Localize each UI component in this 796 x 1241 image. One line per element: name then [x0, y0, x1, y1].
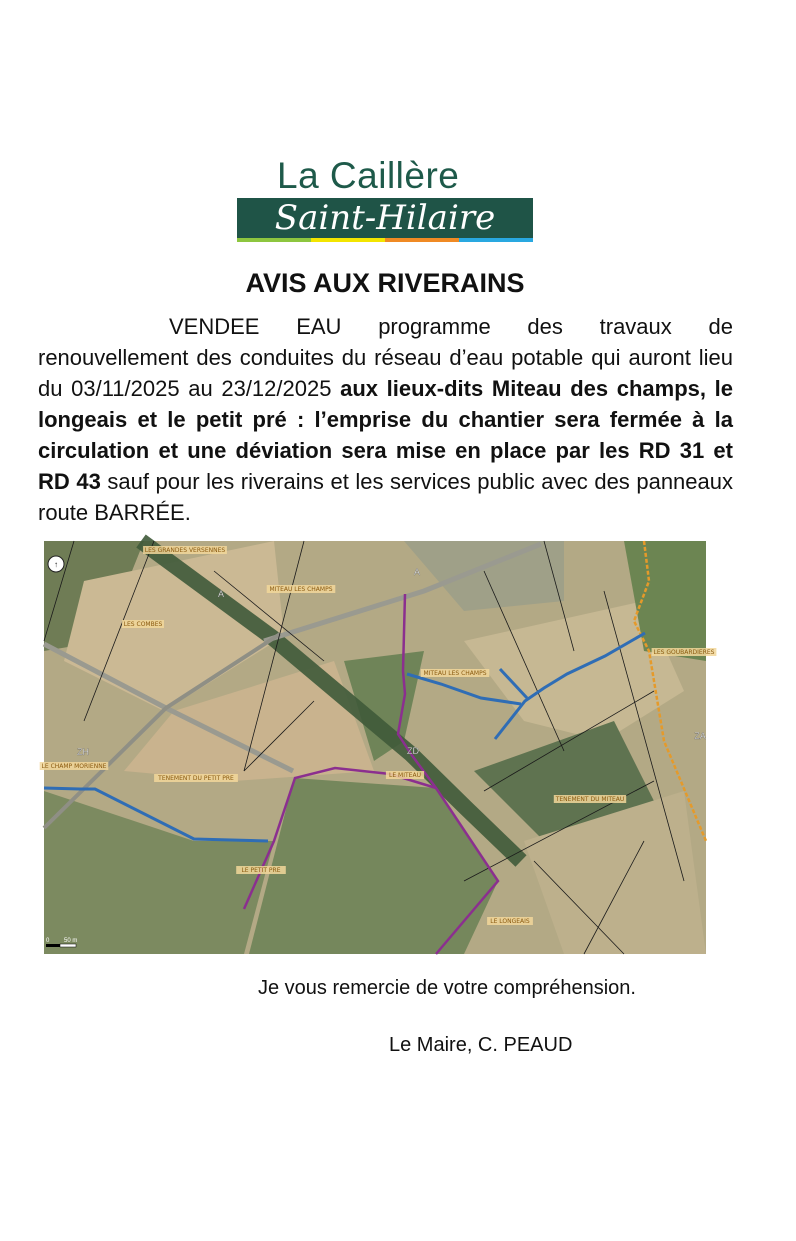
logo-stripe: [385, 238, 459, 242]
map-label-miteau_champs_2: MITEAU LES CHAMPS: [423, 670, 487, 677]
logo-line1: La Caillère: [277, 155, 460, 196]
map-label-combes: LES COMBES: [123, 621, 163, 628]
svg-text:↑: ↑: [54, 560, 58, 569]
thanks-text: Je vous remercie de votre compréhension.: [258, 977, 636, 999]
section-label-a2: A: [413, 567, 421, 577]
logo-line2: Saint-Hilaire: [274, 198, 496, 238]
section-label-zh: ZH: [77, 747, 89, 757]
section-label-za: ZA: [694, 731, 706, 741]
map-label-le_miteau: LE MITEAU: [389, 772, 421, 779]
signature: Le Maire, C. PEAUD: [389, 1034, 573, 1056]
notice-body: [38, 311, 733, 528]
map-label-tenement_miteau: TENEMENT DU MITEAU: [555, 796, 625, 803]
logo-stripe: [459, 238, 533, 242]
map-label-champ_morienne: LE CHAMP MORIENNE: [41, 763, 107, 770]
notice-title: AVIS AUX RIVERAINS: [245, 268, 525, 298]
map-label-grandes_versennes: LES GRANDES VERSENNES: [144, 547, 226, 554]
map-label-miteau_champs_1: MITEAU LES CHAMPS: [269, 586, 333, 593]
map-label-goubardieres: LES GOUBARDIERES: [653, 649, 715, 656]
map-label-petit_pre: LE PETIT PRE: [241, 867, 281, 874]
section-label-a1: A: [217, 589, 225, 599]
body-bold: aux lieux-dits Miteau des champs, le longeais et le petit pré : l’emprise du chantier sera fermée à la circulation et une déviation sera mise en place par les RD 31 et RD 43: [38, 376, 733, 494]
map-label-tenement_petit_pre: TENEMENT DU PETIT PRE: [158, 775, 234, 782]
scale-zero: 0: [46, 938, 50, 944]
logo-stripe: [237, 238, 311, 242]
logo: [237, 154, 533, 242]
map-label-longeais: LE LONGEAIS: [490, 918, 530, 925]
scale-distance: 50 m: [64, 938, 78, 944]
works-map: [41, 541, 715, 954]
body-part1: VENDEE EAU programme des travaux de renouvellement des conduites du réseau d’eau potable qui auront lieu du 03/11/2025 au 23/12/2025: [38, 314, 733, 401]
section-label-zd: ZD: [407, 746, 419, 756]
logo-stripe: [311, 238, 385, 242]
body-part2: sauf pour les riverains et les services public avec des panneaux route BARRÉE.: [38, 469, 734, 525]
